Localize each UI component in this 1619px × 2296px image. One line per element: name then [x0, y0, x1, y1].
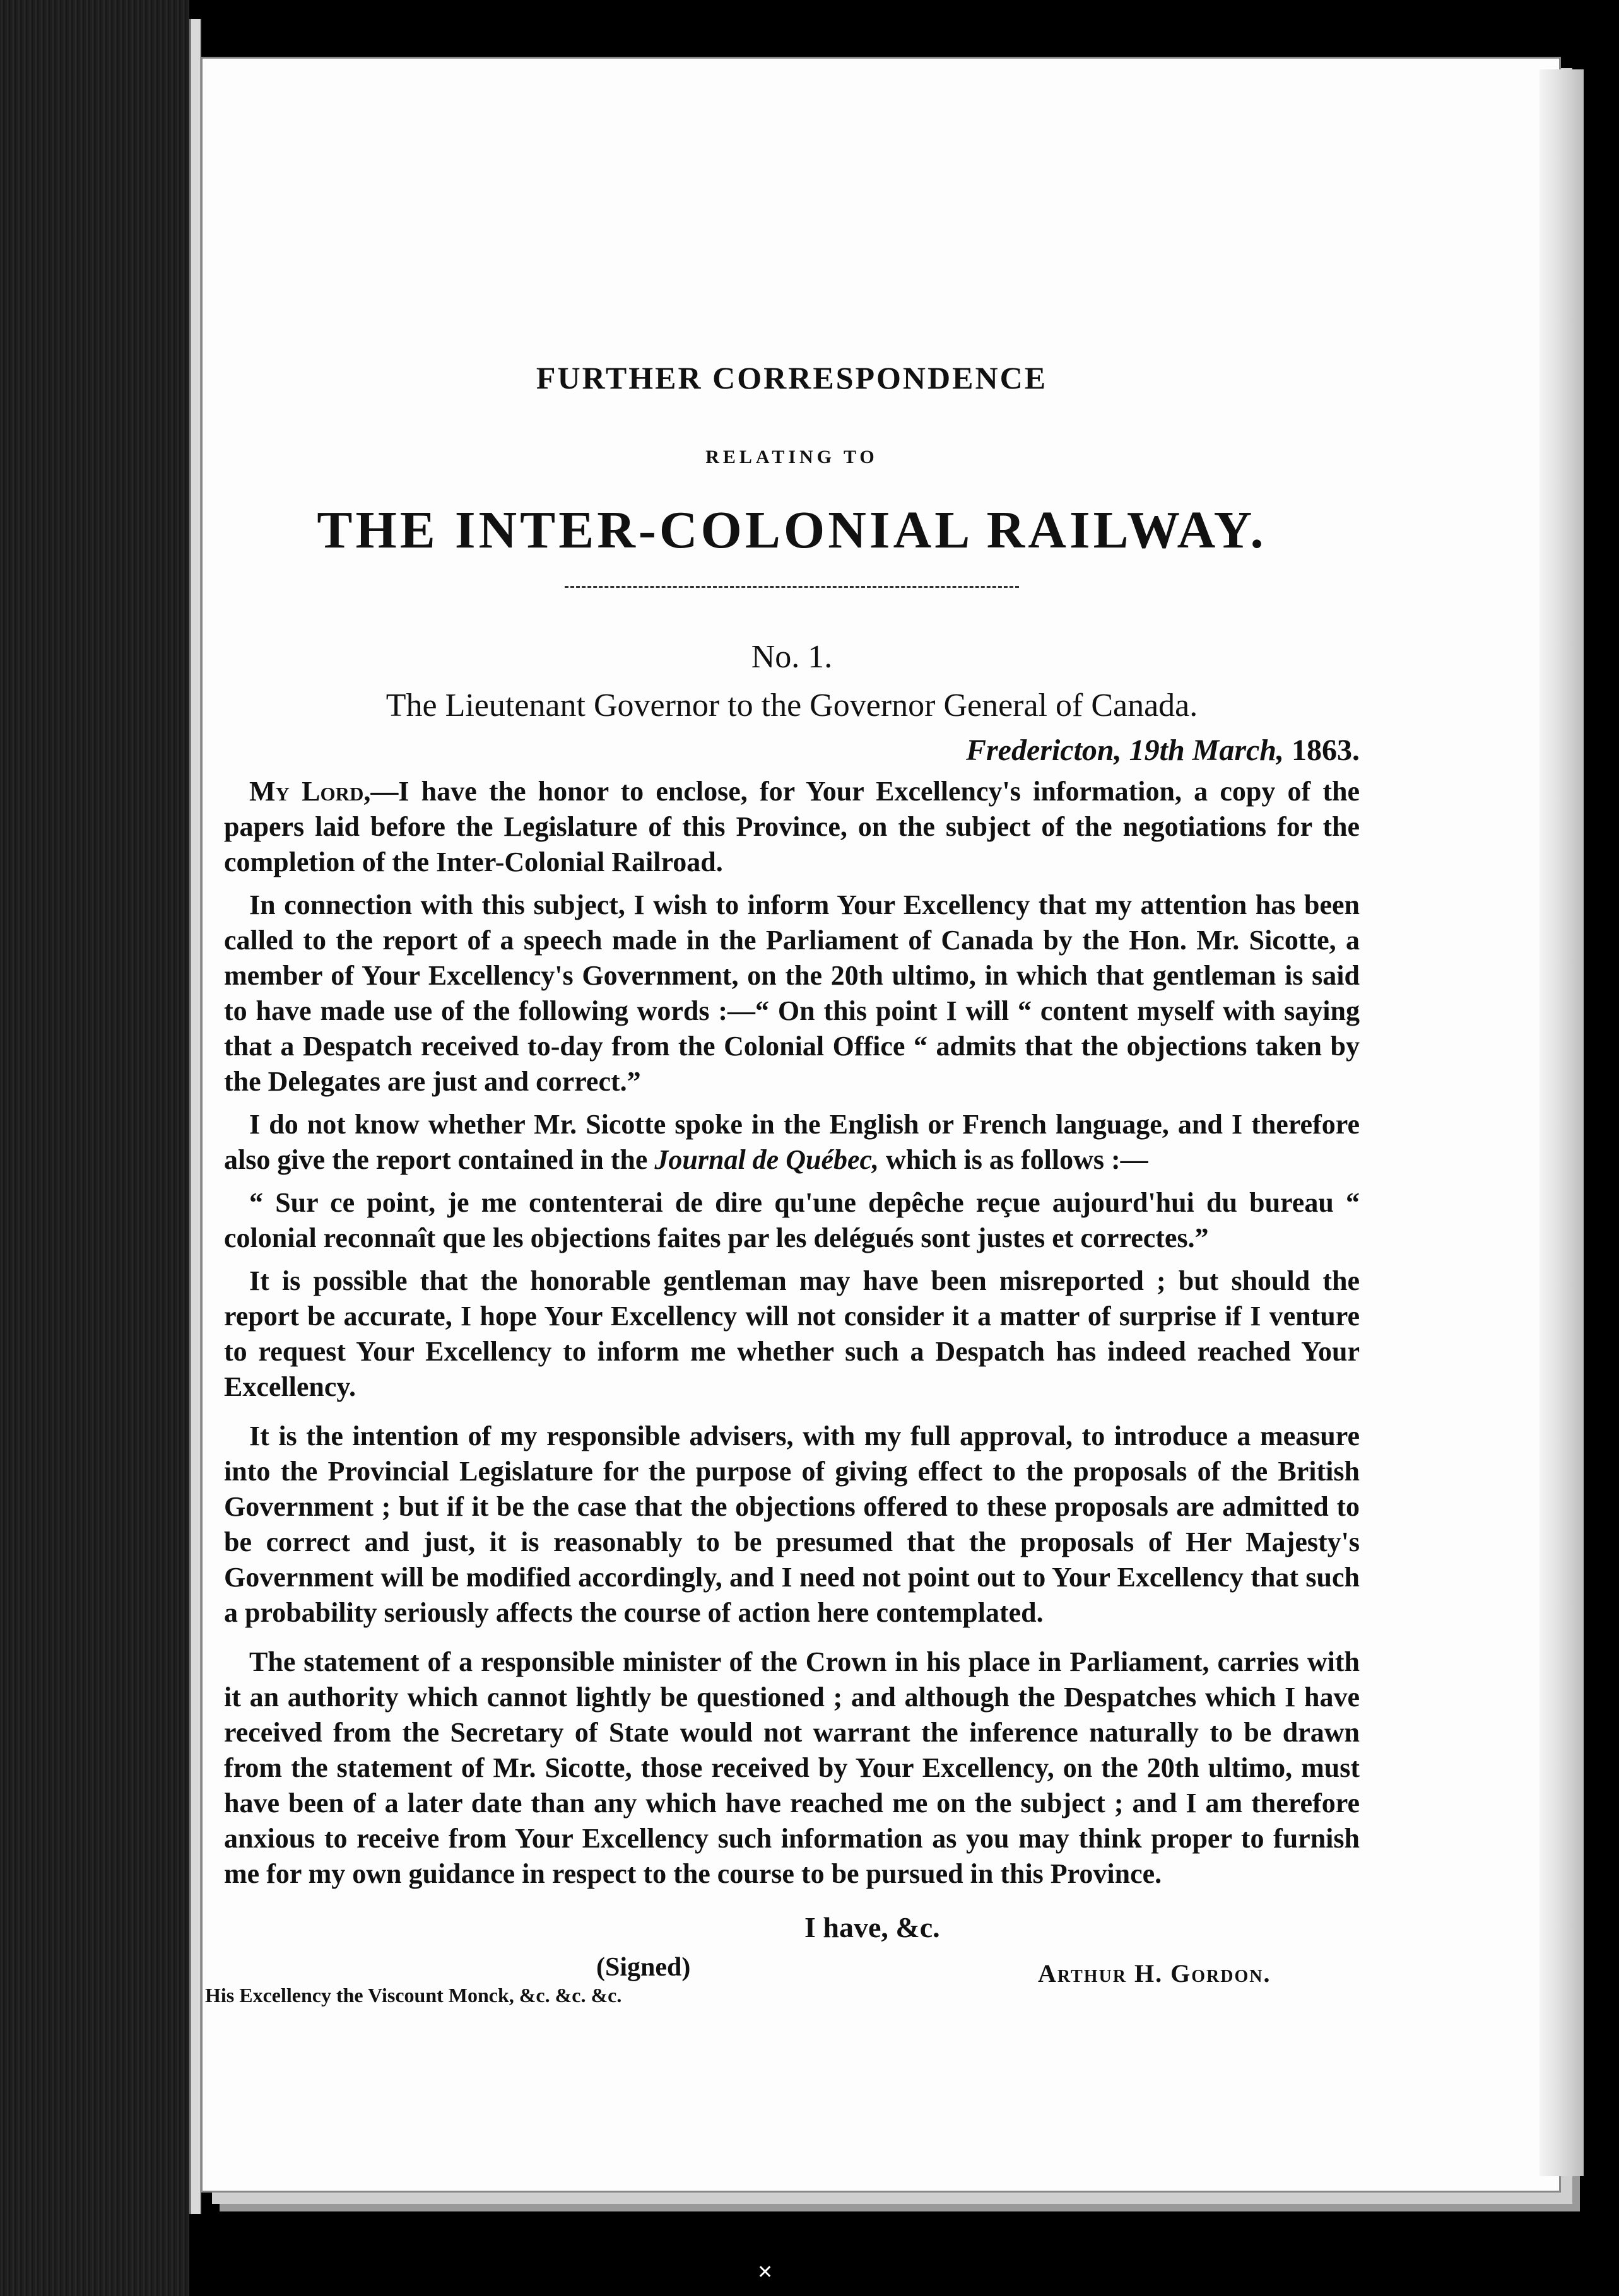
addressee: His Excellency the Viscount Monck, &c. &c. &c. — [205, 1984, 622, 2006]
letter-closing — [205, 1911, 1360, 2024]
letter-body — [224, 774, 1360, 1892]
binding-edge — [189, 19, 201, 2214]
paragraph-2: In connection with this subject, I wish to inform Your Excellency that my attention has been called to the report of a speech made in the Parliament of Canada by the Hon. Mr. Sicotte, a member of Your Excellency's Government, on the 20th ultimo, in which that gentleman is said to have made use of the following words :—“ On this point I will “ content myself with saying that a Despatch received to-day from the Colonial Office “ admits that the objections taken by the Delegates are just and correct.” — [224, 889, 1360, 1097]
signature-name: Arthur H. Gordon. — [1038, 1959, 1271, 1988]
paragraph-3-text: I do not know whether Mr. Sicotte spoke in the English or French language, and I therefore also give the report contained in the — [224, 1109, 1360, 1175]
document-number: No. 1. — [751, 639, 833, 675]
paragraph-5: It is possible that the honorable gentleman may have been misreported ; but should the report be accurate, I hope Your Excellency will not consider it a matter of surprise if I venture to request Your Excellency to inform me whether such a Despatch has indeed reached Your Excellency. — [224, 1265, 1360, 1402]
place-date-year: 1863. — [1292, 734, 1360, 767]
page-edge-shade — [1540, 69, 1584, 2176]
closing-signed: (Signed) — [596, 1953, 691, 1982]
salutation: My Lord, — [249, 776, 371, 807]
divider-rule — [565, 586, 1019, 588]
paragraph-3 — [224, 1107, 1360, 1178]
paragraph-6: It is the intention of my responsible advisers, with my full approval, to introduce a measure into the Provincial Legislature for the purpose of giving effect to the proposals of the British Government ; but if it be the case that the objections offered to these proposals are admitted to be correct and just, it is reasonably to be presumed that the proposals of Her Majesty's Government will be modified accordingly, and I need not point out to Your Excellency that such a probability seriously affects the course of action here contemplated. — [224, 1420, 1360, 1628]
place-date-text: Fredericton, 19th March, — [965, 734, 1284, 767]
place-date — [224, 733, 1360, 768]
paragraph-7: The statement of a responsible minister of the Crown in his place in Parliament, carries with it an authority which cannot lightly be questioned ; and although the Despatches which I have received from the Secretary of State would not warrant the inference naturally to be drawn from the statement of Mr. Sicotte, those received by Your Excellency, on the 20th ultimo, must have been of a later date than any which have reached me on the subject ; and I am therefore anxious to receive from Your Excellency such information as you may think proper to furnish me for my own guidance in respect to the course to be pursued in this Province. — [224, 1646, 1360, 1889]
title-relating-to: RELATING TO — [705, 447, 878, 467]
journal-tail: which is as follows :— — [886, 1144, 1148, 1175]
scan-mark-icon: ✕ — [757, 2261, 774, 2283]
document-heading: The Lieutenant Governor to the Governor General of Canada. — [386, 688, 1198, 723]
title-inter-colonial-railway: THE INTER-COLONIAL RAILWAY. — [317, 501, 1267, 559]
paragraph-1-text: —I have the honor to enclose, for Your Excellency's information, a copy of the papers laid before the Legislature of this Province, on the subject of the negotiations for the completion of the Inter-Colonial Railroad. — [224, 776, 1360, 877]
title-further-correspondence: FURTHER CORRESPONDENCE — [536, 360, 1048, 395]
book-binding — [0, 0, 189, 2296]
document-content — [205, 360, 1360, 2024]
paragraph-1 — [224, 774, 1360, 880]
closing-i-have: I have, &c. — [804, 1911, 940, 1943]
paragraph-4-french-quote: “ Sur ce point, je me contenterai de dire qu'une depêche reçue aujourd'hui du bureau “ colonial reconnaît que les objections faites par les delégués sont justes et correctes.” — [224, 1187, 1360, 1253]
journal-name: Journal de Québec, — [654, 1144, 880, 1175]
